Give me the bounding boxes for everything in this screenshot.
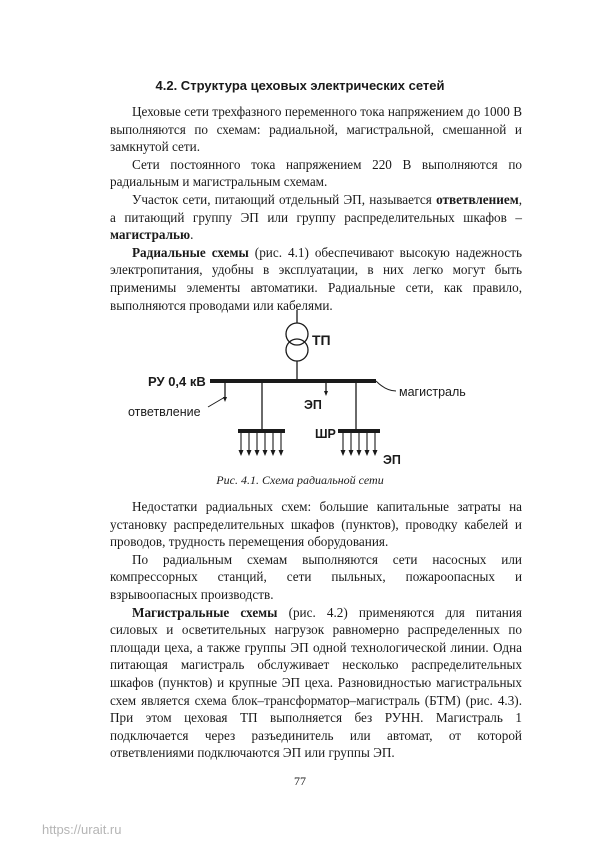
term-branch: ответвлением [436, 191, 519, 207]
paragraph-radial-usage: По радиальным схемам выполняются сети насосных или компрессорных станций, сети пыльных, пожароопасных и взрывоопасных производств. [110, 551, 522, 602]
branch-arrowhead [223, 397, 227, 402]
paragraph-dc-networks: Сети постоянного тока напряжением 220 В выполняются по радиальным и магистральным схемам. [110, 156, 522, 190]
consumer-arrowheads-shr [341, 450, 378, 456]
label-branch: ответвление [128, 405, 201, 419]
label-shr: ШР [315, 427, 336, 441]
transformer-winding-lower [286, 339, 308, 361]
source-watermark: https://urait.ru [42, 822, 122, 837]
label-ru: РУ 0,4 кВ [148, 374, 206, 389]
consumer-arrows-left [241, 433, 281, 451]
section-title: 4.2. Структура цеховых электрических сетей [155, 78, 445, 93]
paragraph-trunk-schemes: Магистральные схемы (рис. 4.2) применяются для питания силовых и осветительных нагрузок равномерно распределенных по площади цеха, а также группы ЭП одной технологической линии. Одна питающая магистраль обслуживает несколько распределительных шкафов (пунктов) и крупные ЭП цеха. Разновидностью магистральных схем является схема блок–трансформатор–магистраль (БТМ) (рис. 4.3). При этом цеховая ТП выполняется без РУНН. Магистраль 1 подключается через разъединитель или автомат, от которой ответвлениями подключаются ЭП или группы ЭП. [110, 604, 522, 761]
label-tp: ТП [312, 332, 331, 348]
paragraph-definitions: Участок сети, питающий отдельный ЭП, называется ответвлением, а питающий группу ЭП или группу распределительных шкафов – магистралью. [110, 191, 522, 243]
figure-caption: Рис. 4.1. Схема радиальной сети [216, 473, 384, 487]
paragraph-radial-drawbacks: Недостатки радиальных схем: большие капитальные затраты на установку распределительных шкафов (пунктов), проводку кабелей и проводов, трудность перемещения оборудования. [110, 499, 522, 550]
term-main: магистралью [110, 227, 191, 243]
label-ep-single: ЭП [304, 398, 322, 412]
paragraph-radial-schemes: Радиальные схемы (рис. 4.1) обеспечивают высокую надежность электропитания, удобны в эксплуатации, в них легко могут быть применимы элементы автоматики. Радиальные сети, как правило, выполняются проводами или кабелями. [110, 244, 522, 313]
term-trunk-schemes: Магистральные схемы [132, 604, 278, 620]
radial-network-diagram [110, 305, 522, 475]
consumer-arrowheads-left [239, 450, 284, 456]
ep-arrowhead [324, 391, 328, 396]
label-ep-group: ЭП [383, 453, 401, 467]
term-radial-schemes: Радиальные схемы [132, 244, 249, 260]
text-block-upper [110, 103, 522, 314]
leader-main [376, 381, 396, 391]
text-block-lower [110, 498, 522, 762]
paragraph-ac-networks: Цеховые сети трехфазного переменного тока напряжением до 1000 В выполняются по схемам: радиальной, магистральной, смешанной и замкнутой сети. [110, 104, 522, 155]
label-main: магистраль [399, 385, 466, 399]
consumer-arrows-shr [343, 433, 375, 451]
page-number: 77 [294, 774, 306, 788]
leader-branch [208, 397, 225, 407]
